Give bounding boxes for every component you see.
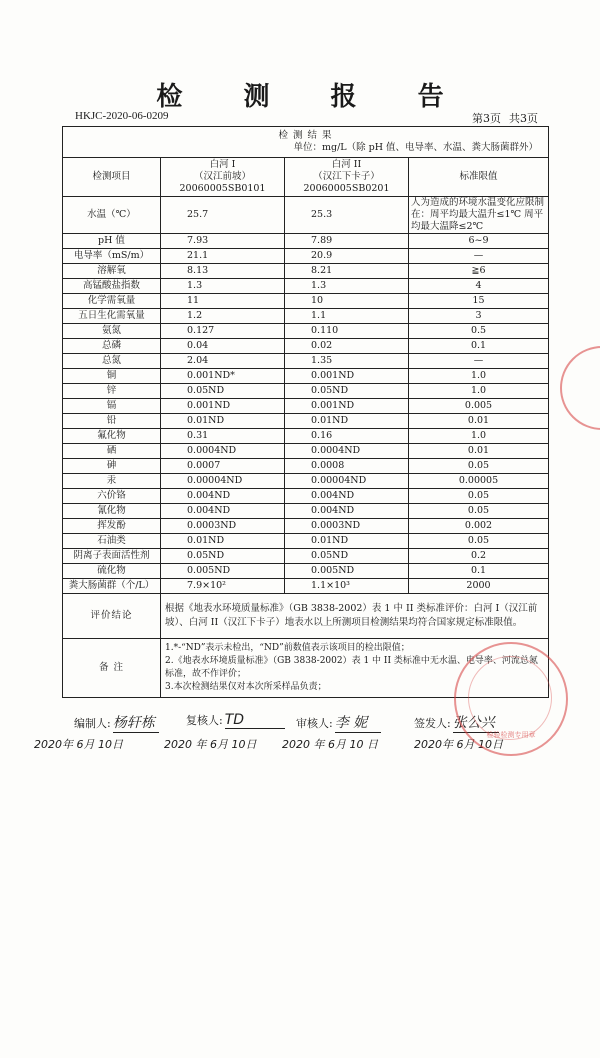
standard-limit: 1.0 — [409, 429, 549, 444]
table-row — [63, 354, 549, 369]
table-row — [63, 534, 549, 549]
site2-value: 0.001ND — [285, 399, 409, 414]
site2-value: 0.001ND — [285, 369, 409, 384]
site2-value: 0.05ND — [285, 549, 409, 564]
table-row — [63, 234, 549, 249]
table-row — [63, 549, 549, 564]
site2-value: 0.005ND — [285, 564, 409, 579]
site1-value: 0.04 — [161, 339, 285, 354]
site1-sample-id: 20060005SB0101 — [179, 183, 266, 194]
parameter-name: 石油类 — [63, 534, 161, 549]
table-row — [63, 474, 549, 489]
table-row — [63, 264, 549, 279]
issuer-date: 2020年 6月 10日 — [414, 738, 503, 751]
site1-location: （汉江前坡） — [193, 171, 251, 182]
reviewer-signature — [186, 712, 285, 729]
site2-value: 0.004ND — [285, 489, 409, 504]
parameter-name: 高锰酸盐指数 — [63, 279, 161, 294]
table-row — [63, 279, 549, 294]
results-table — [62, 126, 549, 698]
site1-value: 0.05ND — [161, 384, 285, 399]
standard-limit: 0.005 — [409, 399, 549, 414]
parameter-name: 总氮 — [63, 354, 161, 369]
parameter-name: 硫化物 — [63, 564, 161, 579]
site1-value: 0.001ND — [161, 399, 285, 414]
parameter-name: 五日生化需氧量 — [63, 309, 161, 324]
auditor-signature — [296, 712, 381, 733]
note-line: 3.本次检测结果仅对本次所采样品负责； — [165, 682, 327, 692]
standard-limit: 0.1 — [409, 564, 549, 579]
page-seam-seal — [560, 346, 600, 430]
site1-value: 0.05ND — [161, 549, 285, 564]
standard-limit: 0.05 — [409, 459, 549, 474]
site2-value: 8.21 — [285, 264, 409, 279]
standard-limit: 0.05 — [409, 504, 549, 519]
site1-value: 7.93 — [161, 234, 285, 249]
standard-limit: 2000 — [409, 579, 549, 594]
col-header-standard: 标准限值 — [409, 158, 549, 197]
site2-value: 1.1 — [285, 309, 409, 324]
standard-limit: 0.01 — [409, 414, 549, 429]
site2-name: 白河 II — [331, 159, 362, 170]
site1-value: 8.13 — [161, 264, 285, 279]
table-row — [63, 489, 549, 504]
compiler-label: 编制人: — [74, 717, 111, 730]
site2-sample-id: 20060005SB0201 — [303, 183, 390, 194]
column-header-row — [63, 158, 549, 197]
site2-value: 1.1×10³ — [285, 579, 409, 594]
table-row — [63, 197, 549, 234]
report-title: 检 测 报 告 — [156, 82, 470, 112]
parameter-name: 锌 — [63, 384, 161, 399]
site2-value: 0.01ND — [285, 414, 409, 429]
table-row — [63, 294, 549, 309]
site1-value: 0.0003ND — [161, 519, 285, 534]
site2-value: 0.02 — [285, 339, 409, 354]
standard-limit: 0.05 — [409, 534, 549, 549]
site2-value: 0.05ND — [285, 384, 409, 399]
table-row — [63, 429, 549, 444]
parameter-name: 氰化物 — [63, 504, 161, 519]
site1-value: 0.004ND — [161, 504, 285, 519]
site2-value: 0.01ND — [285, 534, 409, 549]
site1-name: 白河 I — [209, 159, 236, 170]
table-row — [63, 384, 549, 399]
table-row — [63, 564, 549, 579]
standard-limit: 0.2 — [409, 549, 549, 564]
page-total: 共3页 — [509, 112, 538, 125]
table-row — [63, 519, 549, 534]
site2-value: 20.9 — [285, 249, 409, 264]
parameter-name: 铅 — [63, 414, 161, 429]
standard-limit: 15 — [409, 294, 549, 309]
reviewer-name: TD — [225, 712, 285, 729]
auditor-date: 2020 年 6月 10 日 — [282, 738, 378, 751]
standard-limit: 4 — [409, 279, 549, 294]
standard-limit: 1.0 — [409, 384, 549, 399]
note-line: 2.《地表水环境质量标准》（GB 3838-2002）表 1 中 II 类标准中无水温、电导率、河流总氮标准，故不作评价； — [165, 656, 538, 679]
site1-value: 0.005ND — [161, 564, 285, 579]
auditor-label: 审核人: — [296, 717, 333, 730]
site2-value: 7.89 — [285, 234, 409, 249]
site1-value: 0.01ND — [161, 534, 285, 549]
table-heading-row — [63, 127, 549, 158]
site2-value: 0.110 — [285, 324, 409, 339]
site1-value: 2.04 — [161, 354, 285, 369]
table-row — [63, 414, 549, 429]
compiler-name: 杨轩栋 — [113, 712, 159, 733]
official-seal-stamp — [454, 642, 568, 756]
parameter-name: pH 值 — [63, 234, 161, 249]
table-heading-cell — [63, 127, 549, 158]
site1-value: 1.3 — [161, 279, 285, 294]
site1-value: 11 — [161, 294, 285, 309]
standard-limit: 0.002 — [409, 519, 549, 534]
table-row — [63, 249, 549, 264]
site1-value: 0.004ND — [161, 489, 285, 504]
evaluation-row — [63, 594, 549, 639]
table-row — [63, 504, 549, 519]
site2-value: 25.3 — [285, 197, 409, 234]
note-line: 1.*-“ND”表示未检出，“ND”前数值表示该项目的检出限值； — [165, 643, 410, 653]
standard-limit: 0.5 — [409, 324, 549, 339]
site2-value: 1.3 — [285, 279, 409, 294]
seal-inner-ring — [468, 656, 552, 740]
parameter-name: 粪大肠菌群（个/L） — [63, 579, 161, 594]
table-row — [63, 309, 549, 324]
site2-value: 0.004ND — [285, 504, 409, 519]
parameter-name: 镉 — [63, 399, 161, 414]
standard-limit: 0.01 — [409, 444, 549, 459]
parameter-name: 总磷 — [63, 339, 161, 354]
site2-value: 0.00004ND — [285, 474, 409, 489]
parameter-name: 氟化物 — [63, 429, 161, 444]
site1-value: 25.7 — [161, 197, 285, 234]
standard-limit: — — [409, 249, 549, 264]
parameter-name: 阴离子表面活性剂 — [63, 549, 161, 564]
table-row — [63, 369, 549, 384]
standard-limit: ≧6 — [409, 264, 549, 279]
col-header-site2 — [285, 158, 409, 197]
reviewer-label: 复核人: — [186, 714, 223, 727]
parameter-name: 汞 — [63, 474, 161, 489]
compiler-date: 2020年 6月 10日 — [34, 738, 123, 751]
issuer-label: 签发人: — [414, 717, 451, 730]
table-row — [63, 579, 549, 594]
site1-value: 1.2 — [161, 309, 285, 324]
unit-note: 单位：mg/L（除 pH 值、电导率、水温、粪大肠菌群外） — [293, 142, 539, 153]
site1-value: 7.9×10² — [161, 579, 285, 594]
parameter-name: 水温（℃） — [63, 197, 161, 234]
site1-value: 0.001ND* — [161, 369, 285, 384]
parameter-name: 硒 — [63, 444, 161, 459]
site1-value: 21.1 — [161, 249, 285, 264]
page-indicator — [472, 110, 538, 126]
reviewer-date: 2020 年 6月 10日 — [164, 738, 257, 751]
parameter-name: 铜 — [63, 369, 161, 384]
auditor-name: 李 妮 — [335, 712, 381, 733]
table-row — [63, 399, 549, 414]
evaluation-label: 评价结论 — [63, 594, 161, 639]
parameter-name: 氨氮 — [63, 324, 161, 339]
standard-limit: 0.00005 — [409, 474, 549, 489]
site1-value: 0.0007 — [161, 459, 285, 474]
page-current: 第3页 — [472, 112, 501, 125]
site2-value: 10 — [285, 294, 409, 309]
site2-value: 0.16 — [285, 429, 409, 444]
parameter-name: 化学需氧量 — [63, 294, 161, 309]
document-number: HKJC-2020-06-0209 — [75, 110, 169, 122]
col-header-item: 检测项目 — [63, 158, 161, 197]
standard-limit: 1.0 — [409, 369, 549, 384]
parameter-name: 溶解氧 — [63, 264, 161, 279]
site1-value: 0.00004ND — [161, 474, 285, 489]
standard-limit: 0.1 — [409, 339, 549, 354]
table-row — [63, 324, 549, 339]
parameter-name: 挥发酚 — [63, 519, 161, 534]
table-row — [63, 339, 549, 354]
col-header-site1 — [161, 158, 285, 197]
issuer-name: 张公兴 — [453, 712, 499, 733]
standard-limit: 人为造成的环境水温变化应限制在：周平均最大温升≤1℃ 周平均最大温降≤2℃ — [409, 197, 549, 234]
site2-value: 0.0008 — [285, 459, 409, 474]
site2-value: 1.35 — [285, 354, 409, 369]
table-heading: 检 测 结 果 — [278, 130, 333, 141]
parameter-name: 砷 — [63, 459, 161, 474]
standard-limit: — — [409, 354, 549, 369]
parameter-name: 电导率（mS/m） — [63, 249, 161, 264]
seal-text: 检验检测专用章 — [486, 731, 536, 739]
site1-value: 0.31 — [161, 429, 285, 444]
table-row — [63, 459, 549, 474]
compiler-signature — [74, 712, 159, 733]
notes-label: 备 注 — [63, 639, 161, 698]
standard-limit: 3 — [409, 309, 549, 324]
evaluation-text: 根据《地表水环境质量标准》（GB 3838-2002）表 1 中 II 类标准评价：白河 I（汉江前坡）、白河 II（汉江下卡子）地表水以上所测项目检测结果均符合国家规定标准限值。 — [161, 594, 549, 639]
site1-value: 0.01ND — [161, 414, 285, 429]
site2-value: 0.0004ND — [285, 444, 409, 459]
site1-value: 0.127 — [161, 324, 285, 339]
standard-limit: 6~9 — [409, 234, 549, 249]
site1-value: 0.0004ND — [161, 444, 285, 459]
site2-value: 0.0003ND — [285, 519, 409, 534]
standard-limit: 0.05 — [409, 489, 549, 504]
site2-location: （汉江下卡子） — [313, 171, 380, 182]
table-row — [63, 444, 549, 459]
parameter-name: 六价铬 — [63, 489, 161, 504]
